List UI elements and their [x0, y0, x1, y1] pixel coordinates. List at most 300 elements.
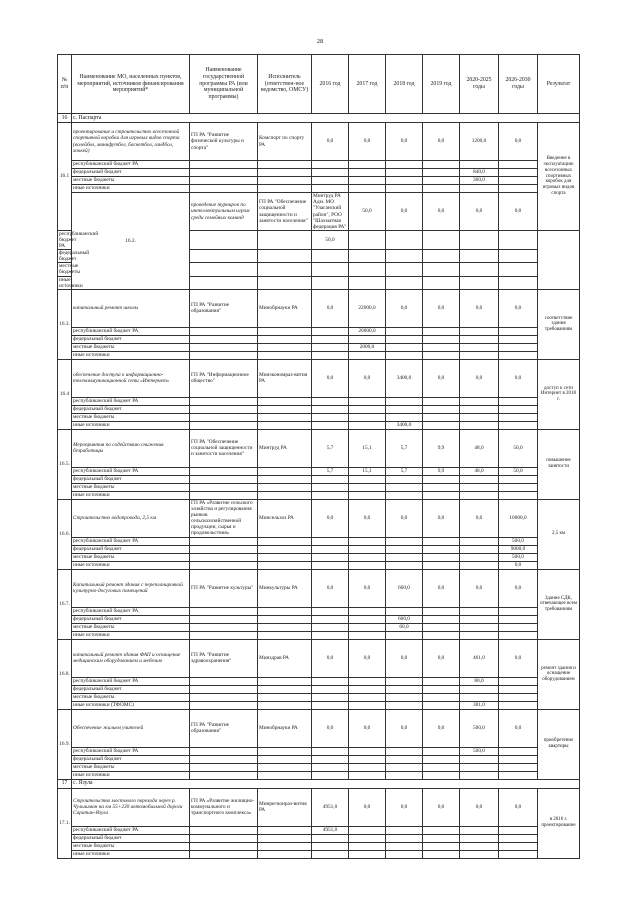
funding-source-label: иные источники [59, 276, 83, 289]
amount-cell [312, 561, 349, 569]
amount-cell [460, 475, 499, 483]
amount-cell [349, 231, 386, 250]
program-name: ГП РА "Развитие образования" [190, 289, 258, 327]
amount-cell [423, 545, 460, 553]
amount-cell [312, 842, 349, 850]
amount-cell: 48,0 [460, 429, 499, 467]
funding-source-label: местные бюджеты [72, 693, 190, 701]
amount-cell [386, 747, 423, 755]
activity-name: проведение турниров по интеллектуальным играм среди семейных команд [190, 193, 258, 231]
activity-name: Строительство мостового перехода через р. Чулышман на км 55+230 автомобильной дороги Саратан-Язула [72, 788, 190, 826]
amount-cell: 0,0 [349, 123, 386, 161]
amount-cell: 0,0 [349, 639, 386, 677]
amount-cell [349, 483, 386, 491]
amount-cell [460, 771, 499, 779]
program-name: ГП РА "Развитие культуры" [190, 569, 258, 607]
funding-source-label: республиканский бюджет РА [72, 327, 190, 335]
executor-name: Минсельхоз РА [258, 499, 312, 537]
funding-source-label: иные источники [72, 631, 190, 639]
amount-cell: 1200,0 [460, 123, 499, 161]
amount-cell [386, 276, 423, 289]
amount-cell [499, 161, 538, 169]
executor-name [258, 693, 312, 701]
amount-cell [460, 231, 499, 250]
amount-cell: 0,0 [349, 788, 386, 826]
amount-cell [312, 850, 349, 858]
amount-cell [460, 553, 499, 561]
executor-name [258, 561, 312, 569]
executor-name [258, 467, 312, 475]
amount-cell [499, 276, 538, 289]
amount-cell [499, 747, 538, 755]
program-name [190, 561, 258, 569]
program-name [190, 850, 258, 858]
executor-name [258, 276, 312, 289]
amount-cell [312, 335, 349, 343]
amount-cell [460, 826, 499, 834]
amount-cell [349, 537, 386, 545]
funding-source-row [58, 327, 580, 335]
amount-cell [386, 491, 423, 499]
program-name: ГП РА "Развитие образования" [190, 709, 258, 747]
funding-source-row [58, 351, 580, 359]
amount-cell: 3400,0 [386, 359, 423, 397]
amount-cell: 0,0 [460, 569, 499, 607]
amount-cell [349, 615, 386, 623]
executor-name [258, 747, 312, 755]
column-header: 2026-2030 годы [499, 55, 538, 114]
amount-cell: 0,0 [499, 788, 538, 826]
funding-source-label: федеральный бюджет [72, 475, 190, 483]
program-name [190, 842, 258, 850]
amount-cell: 0,0 [423, 359, 460, 397]
executor-name [258, 161, 312, 169]
executor-name [258, 263, 312, 276]
amount-cell [386, 169, 423, 177]
funding-source-row [58, 545, 580, 553]
amount-cell [460, 607, 499, 615]
amount-cell: 0,0 [386, 709, 423, 747]
program-name [190, 631, 258, 639]
row-number: 16.3. [58, 289, 72, 359]
amount-cell [386, 693, 423, 701]
amount-cell [386, 327, 423, 335]
amount-cell: 48,0 [460, 467, 499, 475]
executor-name [258, 177, 312, 185]
amount-cell [460, 693, 499, 701]
funding-source-row [58, 747, 580, 755]
amount-cell [349, 693, 386, 701]
activity-row [58, 709, 580, 747]
funding-source-row [58, 842, 580, 850]
amount-cell: 0,0 [349, 569, 386, 607]
executor-name [258, 553, 312, 561]
amount-cell [499, 701, 538, 709]
amount-cell [386, 834, 423, 842]
executor-name [258, 397, 312, 405]
executor-name [258, 701, 312, 709]
funding-source-label: республиканский бюджет РА [59, 231, 99, 250]
row-number: 16.6. [58, 499, 72, 569]
funding-source-label: иные источники [72, 561, 190, 569]
amount-cell: 0,0 [460, 499, 499, 537]
amount-cell [386, 545, 423, 553]
program-name [190, 343, 258, 351]
amount-cell [499, 263, 538, 276]
executor-name [258, 685, 312, 693]
amount-cell [423, 421, 460, 429]
amount-cell: 50,0 [499, 467, 538, 475]
amount-cell: 0,0 [312, 569, 349, 607]
activity-row [58, 359, 580, 397]
settlement-name: с. Язула [72, 779, 580, 788]
amount-cell [499, 413, 538, 421]
amount-cell [460, 755, 499, 763]
activity-name: обеспечение доступа к информационно-телекоммуникационной сети «Интернет» [72, 359, 190, 397]
program-name [190, 327, 258, 335]
amount-cell: 5,7 [386, 429, 423, 467]
executor-name [258, 763, 312, 771]
amount-cell [499, 771, 538, 779]
amount-cell: 4951,0 [312, 788, 349, 826]
amount-cell [499, 763, 538, 771]
amount-cell [312, 351, 349, 359]
amount-cell [349, 826, 386, 834]
amount-cell [349, 413, 386, 421]
program-name [190, 405, 258, 413]
amount-cell [423, 850, 460, 858]
result-cell: Здание СДК, отвечающее всем требованиям [538, 569, 580, 639]
amount-cell: 500,0 [499, 537, 538, 545]
amount-cell [386, 185, 423, 193]
amount-cell [460, 343, 499, 351]
funding-source-row [58, 677, 580, 685]
amount-cell [499, 397, 538, 405]
amount-cell [460, 537, 499, 545]
amount-cell [499, 631, 538, 639]
amount-cell [423, 537, 460, 545]
amount-cell: 0,0 [460, 289, 499, 327]
program-name [190, 231, 258, 250]
program-name [190, 607, 258, 615]
program-name [190, 351, 258, 359]
funding-source-label: иные источники [72, 351, 190, 359]
amount-cell: 0,0 [312, 639, 349, 677]
amount-cell [386, 701, 423, 709]
program-name [190, 491, 258, 499]
executor-name [258, 607, 312, 615]
amount-cell [423, 397, 460, 405]
amount-cell [312, 623, 349, 631]
amount-cell [386, 343, 423, 351]
amount-cell: 0,0 [499, 639, 538, 677]
amount-cell: 3400,0 [386, 421, 423, 429]
amount-cell [423, 327, 460, 335]
program-name [190, 161, 258, 169]
amount-cell [349, 545, 386, 553]
amount-cell [386, 553, 423, 561]
amount-cell [423, 231, 460, 250]
amount-cell: 600,0 [386, 615, 423, 623]
amount-cell [312, 615, 349, 623]
amount-cell [460, 413, 499, 421]
executor-name [258, 483, 312, 491]
amount-cell: 0,0 [423, 289, 460, 327]
funding-source-row [58, 343, 580, 351]
result-cell: в 2016 г. проектирование [538, 788, 580, 858]
amount-cell: 660,0 [386, 569, 423, 607]
amount-cell: 0,0 [312, 123, 349, 161]
result-cell: доступ к сети Интернет в 2018 г. [538, 359, 580, 429]
activity-name: Строительство водопровода, 2,5 км [72, 499, 190, 537]
amount-cell: 0,0 [386, 123, 423, 161]
amount-cell [312, 763, 349, 771]
executor-name [258, 421, 312, 429]
amount-cell [349, 351, 386, 359]
amount-cell [386, 842, 423, 850]
funding-source-label: федеральный бюджет [72, 169, 190, 177]
activity-row [58, 788, 580, 826]
amount-cell [460, 685, 499, 693]
program-name [190, 537, 258, 545]
amount-cell [349, 755, 386, 763]
amount-cell [460, 185, 499, 193]
activity-name: Капитальный ремонт здания с перепланировкой культурно-досуговых помещений [72, 569, 190, 607]
amount-cell [423, 169, 460, 177]
funding-source-row [58, 701, 580, 709]
amount-cell [460, 545, 499, 553]
amount-cell [423, 607, 460, 615]
amount-cell [349, 263, 386, 276]
amount-cell [460, 161, 499, 169]
amount-cell [349, 850, 386, 858]
row-number: 16.2. [72, 193, 190, 290]
amount-cell: 0,0 [312, 499, 349, 537]
program-name [190, 677, 258, 685]
amount-cell [499, 693, 538, 701]
amount-cell [349, 834, 386, 842]
amount-cell: 4951,0 [312, 826, 349, 834]
amount-cell [423, 623, 460, 631]
executor-name: Минкультуры РА [258, 569, 312, 607]
amount-cell [499, 231, 538, 250]
amount-cell: 0,0 [386, 289, 423, 327]
funding-source-label: федеральный бюджет [72, 685, 190, 693]
row-number: 16.8. [58, 639, 72, 709]
amount-cell [312, 475, 349, 483]
amount-cell: 9,9 [423, 467, 460, 475]
result-cell: ремонт здания и оснащение оборудованием [538, 639, 580, 709]
row-number: 16.7. [58, 569, 72, 639]
amount-cell [349, 161, 386, 169]
amount-cell [312, 169, 349, 177]
executor-name: Комспорт по спорту РА [258, 123, 312, 161]
amount-cell [349, 405, 386, 413]
funding-source-row [58, 763, 580, 771]
funding-source-row [58, 834, 580, 842]
funding-source-label: республиканский бюджет РА [72, 467, 190, 475]
amount-cell [460, 335, 499, 343]
amount-cell [460, 327, 499, 335]
activity-row [58, 193, 580, 231]
program-name: ГП РА "Информационное общество" [190, 359, 258, 397]
amount-cell [386, 177, 423, 185]
amount-cell [460, 491, 499, 499]
amount-cell: 0,0 [386, 193, 423, 231]
activity-name: Обеспечение жильем учителей [72, 709, 190, 747]
amount-cell [499, 685, 538, 693]
funding-source-row [58, 685, 580, 693]
executor-name [258, 537, 312, 545]
amount-cell [386, 607, 423, 615]
funding-source-label: местные бюджеты [72, 763, 190, 771]
amount-cell [423, 631, 460, 639]
amount-cell: 15,1 [349, 429, 386, 467]
amount-cell [499, 177, 538, 185]
funding-source-row [58, 169, 580, 177]
amount-cell: 22000,0 [349, 289, 386, 327]
amount-cell [349, 169, 386, 177]
funding-source-row [58, 623, 580, 631]
amount-cell [423, 826, 460, 834]
amount-cell: 5,7 [312, 467, 349, 475]
amount-cell [423, 335, 460, 343]
amount-cell [312, 491, 349, 499]
program-name: ГП РА "Развитие физической культуры и спорта" [190, 123, 258, 161]
table-body [58, 114, 580, 859]
funding-source-row [58, 771, 580, 779]
section-row [58, 779, 580, 788]
amount-cell [499, 483, 538, 491]
amount-cell: 0,0 [423, 639, 460, 677]
funding-source-label: иные источники [72, 850, 190, 858]
funding-source-label: федеральный бюджет [59, 250, 90, 263]
amount-cell [499, 250, 538, 263]
amount-cell [423, 747, 460, 755]
amount-cell [312, 397, 349, 405]
activity-row [58, 429, 580, 467]
amount-cell: 10000,0 [499, 499, 538, 537]
amount-cell [386, 413, 423, 421]
row-number: 16.1 [58, 123, 72, 231]
amount-cell: 5,7 [386, 467, 423, 475]
amount-cell [423, 276, 460, 289]
amount-cell [460, 834, 499, 842]
amount-cell [349, 747, 386, 755]
funding-source-row [58, 405, 580, 413]
program-name [190, 467, 258, 475]
amount-cell: 0,0 [423, 499, 460, 537]
amount-cell: 500,0 [499, 553, 538, 561]
amount-cell: 0,0 [423, 123, 460, 161]
amount-cell [460, 351, 499, 359]
program-name [190, 763, 258, 771]
executor-name: Минэкономраз-вития РА [258, 359, 312, 397]
funding-source-row [58, 561, 580, 569]
funding-source-row [58, 607, 580, 615]
amount-cell [386, 475, 423, 483]
amount-cell [349, 475, 386, 483]
amount-cell [423, 405, 460, 413]
funding-source-label: республиканский бюджет РА [72, 161, 190, 169]
program-name [190, 545, 258, 553]
funding-source-label: местные бюджеты [72, 343, 190, 351]
amount-cell [312, 631, 349, 639]
amount-cell [386, 755, 423, 763]
amount-cell: 2000,0 [349, 343, 386, 351]
funding-source-row [58, 631, 580, 639]
amount-cell [460, 276, 499, 289]
funding-source-label: федеральный бюджет [72, 335, 190, 343]
executor-name [258, 615, 312, 623]
amount-cell [349, 607, 386, 615]
amount-cell: 0,0 [423, 788, 460, 826]
funding-source-row [58, 467, 580, 475]
amount-cell: 0,0 [386, 499, 423, 537]
amount-cell [460, 615, 499, 623]
amount-cell [312, 755, 349, 763]
amount-cell [349, 763, 386, 771]
funding-source-label: иные источники (ТФОМС) [72, 701, 190, 709]
amount-cell: 50,0 [349, 193, 386, 231]
program-name [190, 553, 258, 561]
amount-cell [499, 607, 538, 615]
amount-cell [349, 397, 386, 405]
amount-cell [460, 842, 499, 850]
amount-cell [499, 842, 538, 850]
executor-name [258, 771, 312, 779]
amount-cell: 500,0 [460, 709, 499, 747]
activity-name: проектирование и строительство всесезонной спортивной коробки для игровых видов спорта (волейбол, минифутбол, баскетбол, гандбол, хоккей) [72, 123, 190, 161]
executor-name [258, 545, 312, 553]
amount-cell [423, 351, 460, 359]
row-number: 16 [58, 114, 72, 123]
column-header: Исполнитель (ответствен-ное ведомство, ОМСУ) [258, 55, 312, 114]
executor-name: Минрегионраз-вития РА [258, 788, 312, 826]
executor-name [258, 677, 312, 685]
executor-name [258, 335, 312, 343]
amount-cell [312, 405, 349, 413]
column-header: 2016 год [312, 55, 349, 114]
program-name [190, 771, 258, 779]
funding-source-row [58, 475, 580, 483]
executor-name [258, 842, 312, 850]
amount-cell [386, 537, 423, 545]
program-name [190, 250, 258, 263]
program-name [190, 263, 258, 276]
amount-cell [460, 763, 499, 771]
amount-cell [349, 631, 386, 639]
activity-row [58, 639, 580, 677]
amount-cell [460, 483, 499, 491]
header-row [58, 55, 580, 114]
executor-name: Минобрнауки РА [258, 289, 312, 327]
amount-cell [423, 615, 460, 623]
amount-cell: 0,0 [312, 359, 349, 397]
amount-cell [312, 343, 349, 351]
program-name [190, 755, 258, 763]
row-number: 17.1. [58, 788, 72, 858]
amount-cell [499, 623, 538, 631]
amount-cell [499, 491, 538, 499]
amount-cell: 0,0 [312, 709, 349, 747]
settlement-name: с. Паспарта [72, 114, 580, 123]
amount-cell [460, 263, 499, 276]
executor-name [258, 850, 312, 858]
amount-cell [423, 343, 460, 351]
amount-cell: 0,0 [423, 709, 460, 747]
funding-source-row [58, 693, 580, 701]
